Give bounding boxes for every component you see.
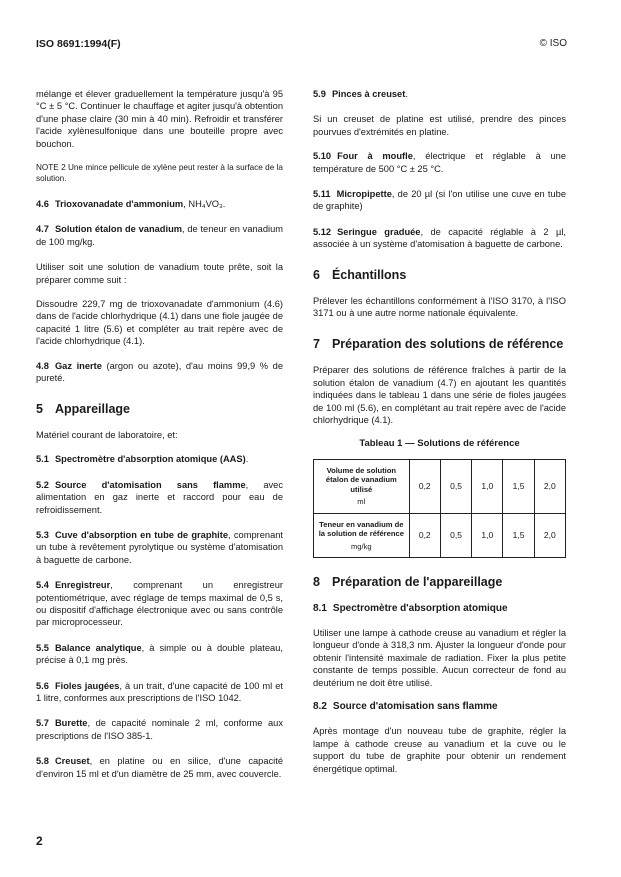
clause-4-8: 4.8 Gaz inerte (argon ou azote), d'au moins 99,9 % de pureté. (36, 360, 283, 384)
header-standard-id: ISO 8691:1994(F) (36, 38, 121, 50)
clause-5-11: 5.11 Micropipette, de 20 µl (si l'on utilise une cuve en tube de graphite) (313, 189, 566, 212)
paragraph-8-1: Utiliser une lampe à cathode creuse au vanadium et régler la longueur d'onde à 318,3 nm. Ajuster la longueur d'onde pour obtenir l'intensité maximale de radiation. Fixer la plus petite constante de temps possible. Aucun correcteur de fond au deutérium ne doit être utilisé. (313, 628, 566, 688)
table-cell: 2,0 (534, 513, 565, 558)
paragraph-5: Matériel courant de laboratoire, et: (36, 429, 178, 440)
table-cell: 1,5 (503, 513, 534, 558)
reference-solutions-table (313, 459, 566, 559)
table-row (314, 459, 566, 513)
clause-4-7: 4.7 Solution étalon de vanadium, de teneur en vanadium de 100 mg/kg. (36, 224, 283, 247)
table-caption: Tableau 1 — Solutions de référence (359, 438, 520, 450)
header-copyright: © ISO (539, 38, 567, 49)
table-cell: 0,2 (409, 459, 440, 513)
paragraph-8-2: Après montage d'un nouveau tube de graphite, régler la lampe à cathode creuse au vanadium et la cuve ou le support du tube de graphite pour obtenir un rendement énergétique optimal. (313, 726, 566, 774)
table-cell: 1,0 (472, 513, 503, 558)
paragraph-6: Prélever les échantillons conformément à l'ISO 3170, à l'ISO 3171 ou à une autre norme nationale équivalente. (313, 296, 566, 319)
row-label-content: Teneur en vanadium de la solution de référence mg/kg (314, 513, 410, 558)
paragraph-continued: mélange et élever graduellement la température jusqu'à 95 °C ± 5 °C. Continuer le chauffage et agiter jusqu'à obtention d'une phase claire (30 min à 40 min). Refroidir et transférer l'acide xylènesulfonique dans une bouteille propre avec bouchon. (36, 89, 283, 149)
clause-5-10: 5.10 Four à moufle, électrique et réglable à une température de 500 °C ± 25 °C. (313, 151, 566, 174)
table-cell: 0,2 (409, 513, 440, 558)
paragraph-5-9: Si un creuset de platine est utilisé, prendre des pinces pourvues d'extrémités en platine. (313, 114, 566, 137)
table-row (314, 513, 566, 558)
clause-5-6: 5.6 Fioles jaugées, à un trait, d'une capacité de 100 ml et 1 litre, conformes aux prescriptions de l'ISO 1042. (36, 680, 283, 703)
paragraph-7: Préparer des solutions de référence fraîches à partir de la solution étalon de vanadium (4.7) en ajoutant les quantités indiquées dans le tableau 1 dans une série de fioles jaugées de 100 ml (5.6), en complétant au trait repère avec de l'acide chlorhydrique (4.1). (313, 365, 566, 425)
heading-7: 7 Préparation des solutions de référence (313, 336, 564, 351)
left-column (36, 88, 283, 793)
page-number: 2 (36, 834, 43, 848)
paragraph-4-7-b: Dissoudre 229,7 mg de trioxovanadate d'ammonium (4.6) dans de l'acide chlorhydrique (4.1) dans une fiole jaugée de capacité 1 litre (5.6) et compléter au trait repère avec de l'acide chlorhydrique (4.1). (36, 299, 283, 347)
clause-5-4: 5.4 Enregistreur, comprenant un enregistreur potentiométrique, avec réglage de temps maximal de 0,5 s, ou dispositif d'affichage électronique avec ou sans contrôle par microprocesseur. (36, 580, 283, 628)
clause-5-2: 5.2 Source d'atomisation sans flamme, avec alimentation en gaz inerte et raccord pour eau de refroidissement. (36, 479, 283, 515)
clause-5-12: 5.12 Seringue graduée, de capacité réglable à 2 µl, associée à un système d'atomisation à baguette de carbone. (313, 226, 566, 250)
heading-5: 5 Appareillage (36, 401, 130, 416)
table-cell: 0,5 (440, 459, 471, 513)
clause-5-7: 5.7 Burette, de capacité nominale 2 ml, conforme aux prescriptions de l'ISO 385-1. (36, 718, 283, 741)
right-column (313, 88, 566, 787)
heading-8-1: 8.1 Spectromètre d'absorption atomique (313, 602, 508, 614)
table-cell: 2,0 (534, 459, 565, 513)
table-cell: 1,0 (472, 459, 503, 513)
table-cell: 1,5 (503, 459, 534, 513)
clause-5-5: 5.5 Balance analytique, à simple ou à double plateau, précise à 0,1 mg près. (36, 642, 283, 666)
clause-5-8: 5.8 Creuset, en platine ou en silice, d'une capacité d'environ 15 ml et d'un diamètre de 25 mm, avec couvercle. (36, 756, 283, 779)
heading-8: 8 Préparation de l'appareillage (313, 575, 503, 590)
row-label-volume: Volume de solution étalon de vanadium utilisé ml (314, 459, 410, 513)
table-cell: 0,5 (440, 513, 471, 558)
note-2: NOTE 2 Une mince pellicule de xylène peut rester à la surface de la solution. (36, 163, 283, 184)
heading-8-2: 8.2 Source d'atomisation sans flamme (313, 701, 498, 713)
clause-5-3: 5.3 Cuve d'absorption en tube de graphite, comprenant un tube à revêtement pyrolytique ou système d'atomisation à baguette de carbone. (36, 529, 283, 565)
clause-4-6: 4.6 Trioxovanadate d'ammonium, NH₄VO₃. (36, 199, 226, 210)
paragraph-4-7-a: Utiliser soit une solution de vanadium toute prête, soit la préparer comme suit : (36, 262, 283, 285)
heading-6: 6 Échantillons (313, 267, 407, 282)
clause-5-1: 5.1 Spectromètre d'absorption atomique (AAS). (36, 454, 249, 465)
clause-5-9: 5.9 Pinces à creuset. (313, 89, 408, 99)
